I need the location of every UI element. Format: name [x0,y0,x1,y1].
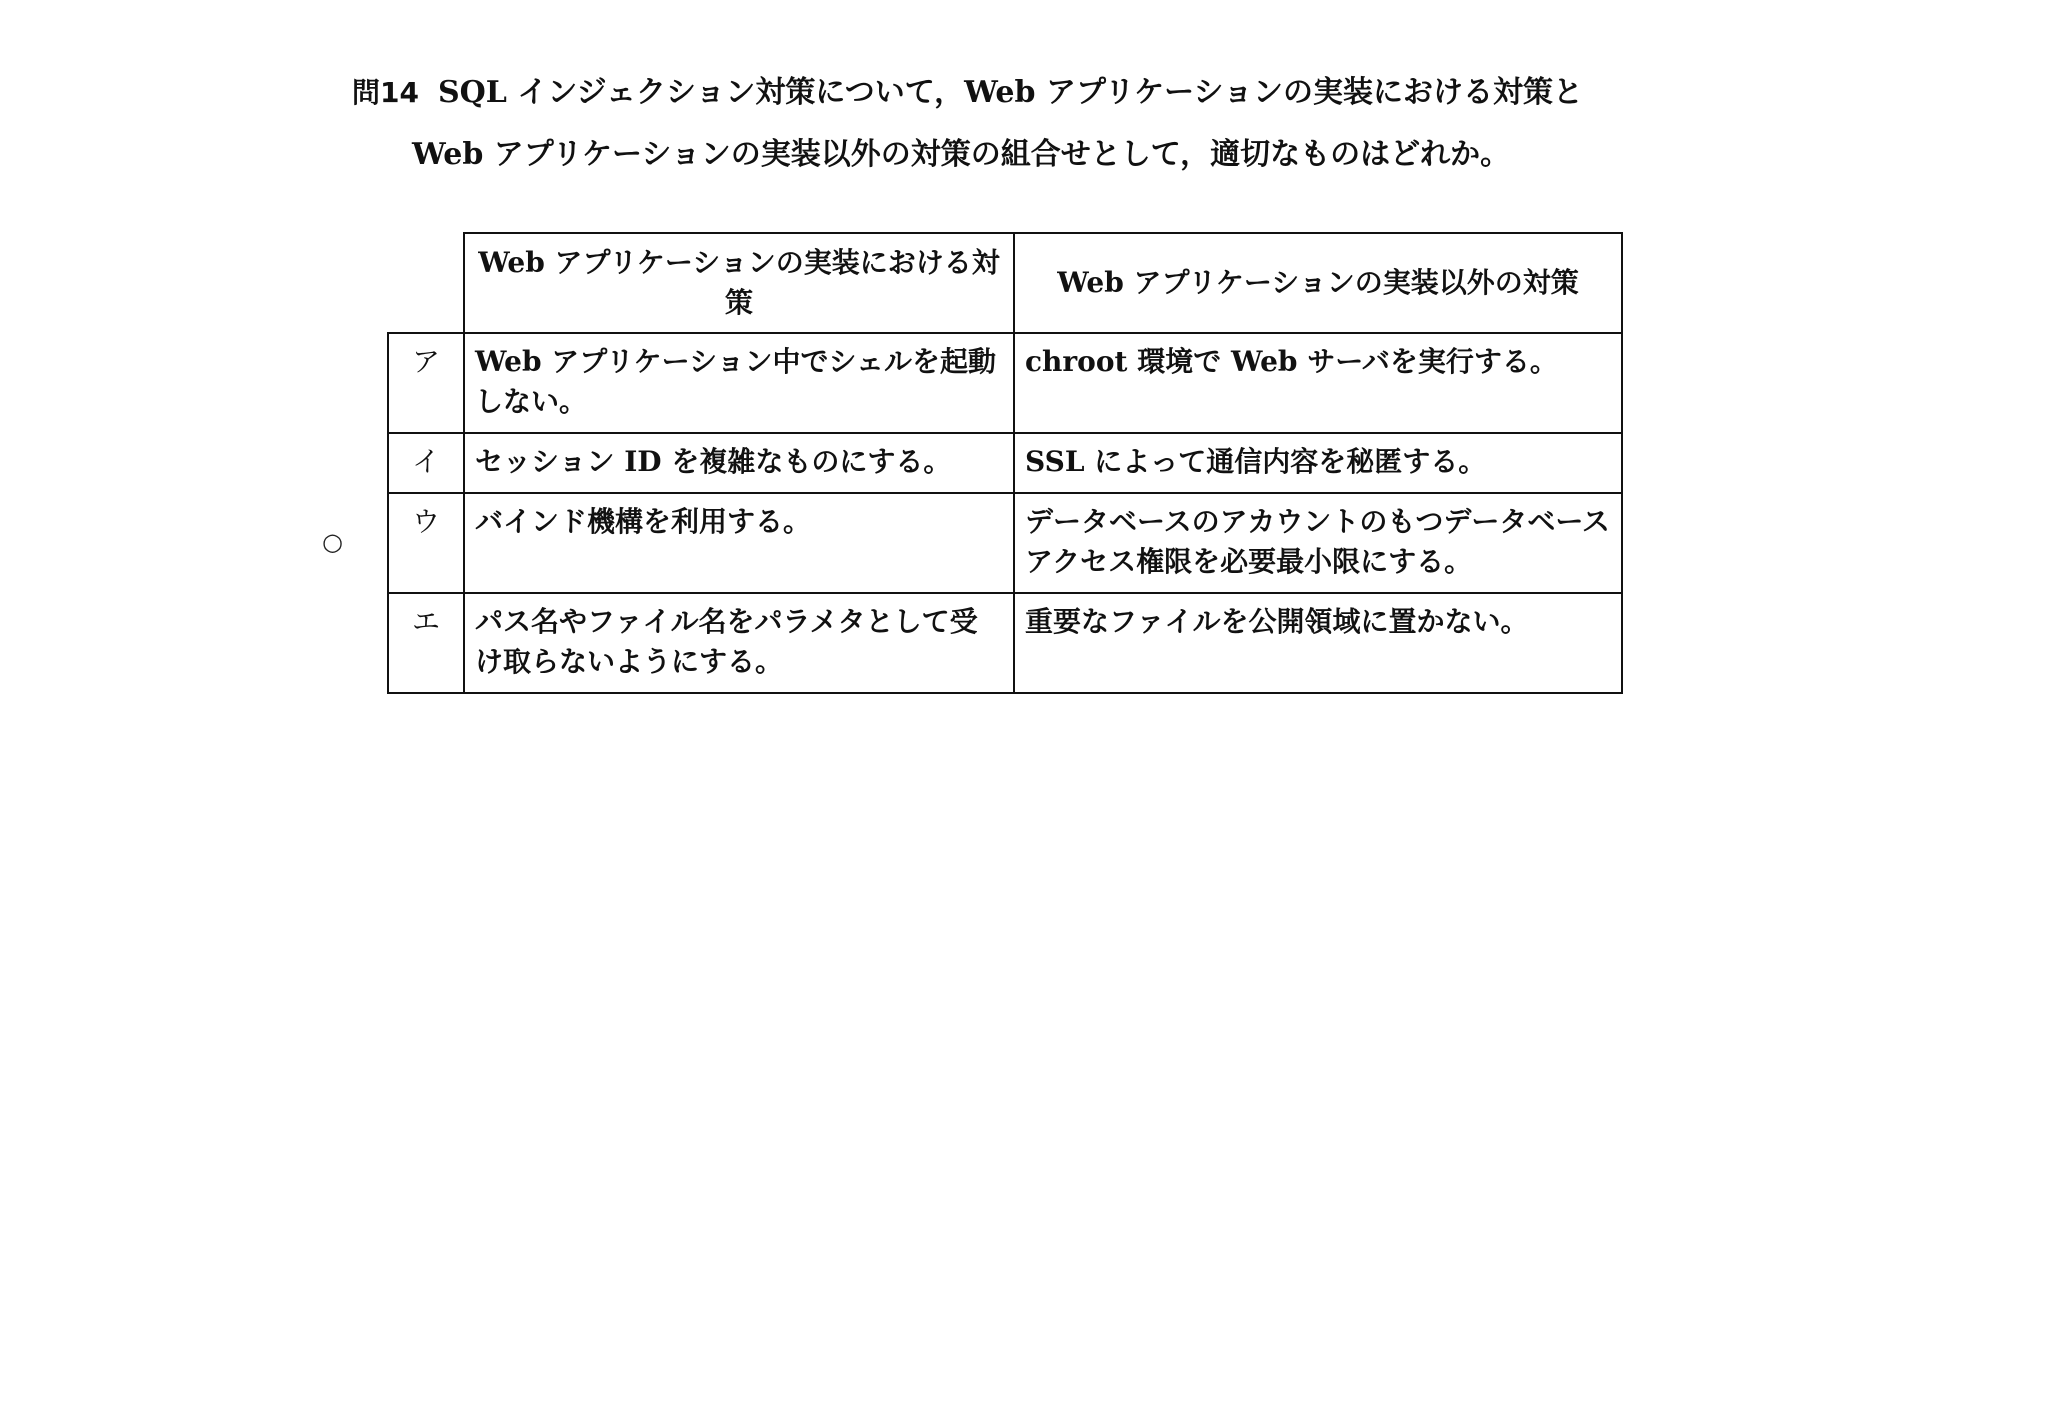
choice-other-measure: chroot 環境で Web サーバを実行する。 [1014,333,1622,433]
choice-other-measure: データベースのアカウントのもつデータベースアクセス権限を必要最小限にする。 [1014,493,1622,593]
choice-row-a [388,333,1622,433]
correct-answer-marker: ○ [322,528,343,556]
choice-label: ウ [388,493,464,593]
choice-other-measure: 重要なファイルを公開領域に置かない。 [1014,593,1622,693]
answer-choices-table [387,232,1623,694]
choice-row-i [388,433,1622,493]
choice-label: イ [388,433,464,493]
choice-impl-measure: バインド機構を利用する。 [464,493,1014,593]
choice-row-e [388,593,1622,693]
choice-label: エ [388,593,464,693]
choice-impl-measure: Web アプリケーション中でシェルを起動しない。 [464,333,1014,433]
choice-label: ア [388,333,464,433]
choice-row-u [388,493,1622,593]
choice-impl-measure: パス名やファイル名をパラメタとして受け取らないようにする。 [464,593,1014,693]
question-text [352,62,1652,186]
table-corner-cell [388,233,464,333]
question-number: 問14 [352,76,419,109]
choice-impl-measure: セッション ID を複雑なものにする。 [464,433,1014,493]
header-other-measures: Web アプリケーションの実装以外の対策 [1014,233,1622,333]
question-line-1: SQL インジェクション対策について，Web アプリケーションの実装における対策と [438,75,1583,110]
table-header-row [388,233,1622,333]
choice-other-measure: SSL によって通信内容を秘匿する。 [1014,433,1622,493]
header-impl-measures: Web アプリケーションの実装における対策 [464,233,1014,333]
question-line-2: Web アプリケーションの実装以外の対策の組合せとして，適切なものはどれか。 [412,137,1511,172]
